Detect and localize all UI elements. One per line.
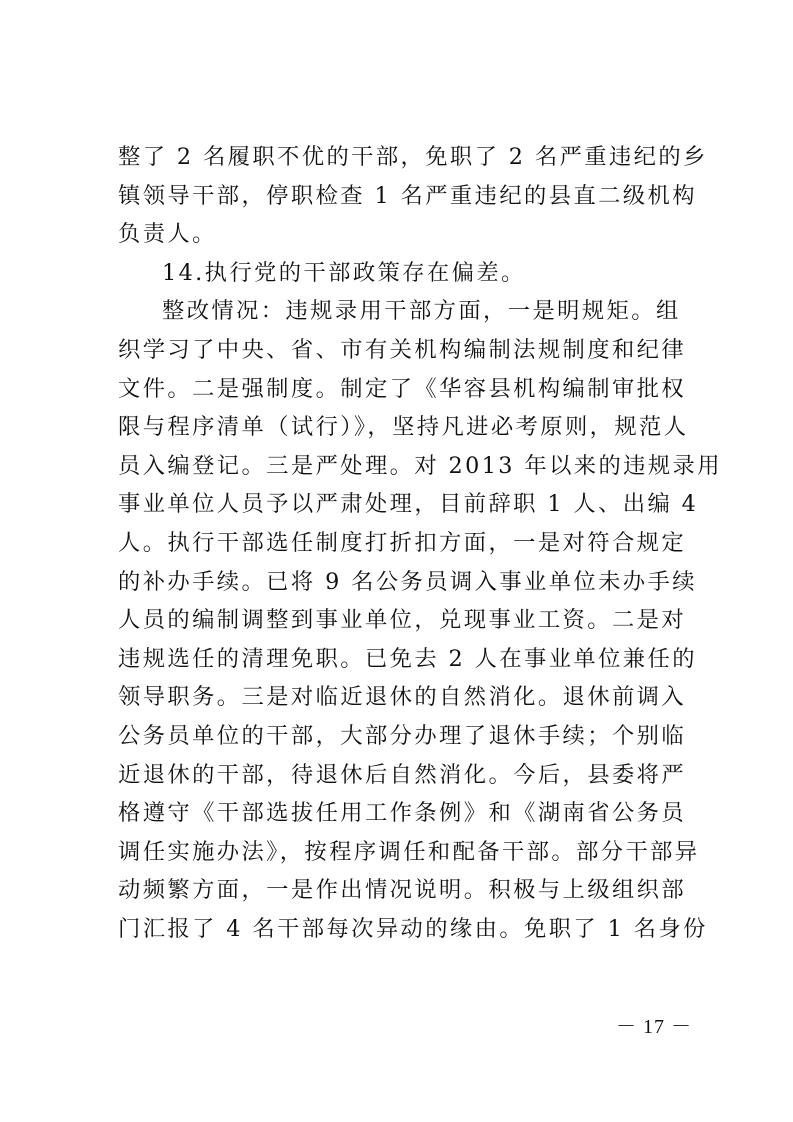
text-line: 违规选任的清理免职。已免去 2 人在事业单位兼任的: [118, 645, 697, 672]
text-line: 事业单位人员予以严肃处理，目前辞职 1 人、出编 4: [118, 491, 699, 518]
text-line: 镇领导干部，停职检查 1 名严重违纪的县直二级机构: [118, 182, 697, 209]
text-line: 调任实施办法》，按程序调任和配备干部。部分干部异: [118, 838, 700, 865]
document-body: [118, 138, 722, 948]
text-line: 整了 2 名履职不优的干部，免职了 2 名严重违纪的乡: [118, 144, 708, 170]
text-line: 近退休的干部，待退休后自然消化。今后，县委将严: [118, 761, 687, 788]
text-line: 员入编登记。三是严处理。对 2013 年以来的违规录用: [118, 452, 722, 479]
text-line: 门汇报了 4 名干部每次异动的缘由。免职了 1 名身份: [118, 915, 708, 942]
text-line: 动频繁方面，一是作出情况说明。积极与上级组织部: [118, 877, 687, 904]
text-line: 负责人。: [118, 221, 217, 248]
text-line: 文件。二是强制度。制定了《华容县机构编制审批权: [118, 375, 687, 402]
text-line: 格遵守《干部选拔任用工作条例》和《湖南省公务员: [118, 800, 687, 827]
section-heading: 14.执行党的干部政策存在偏差。: [162, 259, 526, 286]
text-line: 的补办手续。已将 9 名公务员调入事业单位未办手续: [118, 568, 697, 595]
text-line: 整改情况：违规录用干部方面，一是明规矩。组: [162, 298, 681, 325]
text-line: 领导职务。三是对临近退休的自然消化。退休前调入: [118, 684, 687, 711]
text-line: 织学习了中央、省、市有关机构编制法规制度和纪律: [118, 336, 687, 363]
text-line: 公务员单位的干部，大部分办理了退休手续；个别临: [118, 722, 687, 749]
text-line: 人。执行干部选任制度打折扣方面，一是对符合规定: [118, 529, 687, 556]
text-line: 人员的编制调整到事业单位，兑现事业工资。二是对: [118, 607, 687, 634]
text-line: 限与程序清单（试行）》，坚持凡进必考原则，规范人: [118, 414, 689, 441]
page-number: － 17 －: [616, 1016, 692, 1038]
